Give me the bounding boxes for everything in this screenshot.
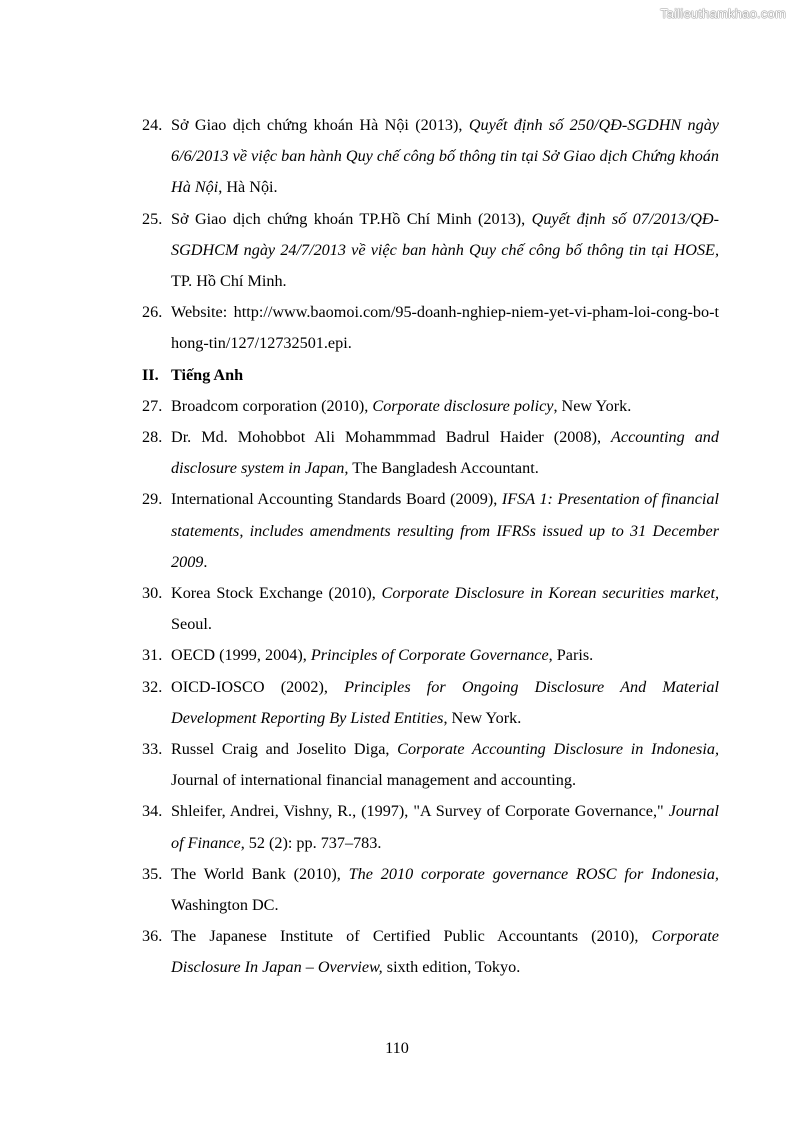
reference-number: 24. bbox=[142, 116, 163, 134]
reference-text: Website: http://www.baomoi.com/95-doanh-nghiep-niem-yet-vi-pham-loi-cong-bo-thong-tin/127/12732501.epi. bbox=[171, 303, 719, 353]
reference-text: The World Bank (2010), The 2010 corporate governance ROSC for Indonesia, Washington DC. bbox=[171, 864, 719, 915]
reference-entry bbox=[142, 422, 719, 484]
reference-text: Sở Giao dịch chứng khoán Hà Nội (2013), Quyết định số 250/QĐ-SGDHN ngày 6/6/2013 về việc ban hành Quy chế công bố thông tin tại Sở Giao dịch Chứng khoán Hà Nội, Hà Nội. bbox=[171, 116, 719, 197]
reference-text: Russel Craig and Joselito Diga, Corporate Accounting Disclosure in Indonesia, Journal of international financial management and accounting. bbox=[171, 740, 719, 790]
reference-entry bbox=[142, 672, 719, 734]
reference-number: 26. bbox=[142, 303, 163, 322]
reference-number: 25. bbox=[142, 209, 163, 228]
reference-text: Dr. Md. Mohobbot Ali Mohammmad Badrul Haider (2008), Accounting and disclosure system in Japan, The Bangladesh Accountant. bbox=[171, 428, 719, 478]
reference-number: 31. bbox=[142, 646, 163, 665]
reference-text: The Japanese Institute of Certified Public Accountants (2010), Corporate Disclosure In Japan – Overview, sixth edition, Tokyo. bbox=[171, 927, 719, 977]
reference-entry bbox=[142, 391, 719, 422]
reference-text: Korea Stock Exchange (2010), Corporate Disclosure in Korean securities market, Seoul. bbox=[171, 584, 719, 634]
reference-number: 27. bbox=[142, 396, 163, 415]
reference-number: 35. bbox=[142, 864, 163, 883]
reference-number: 36. bbox=[142, 927, 163, 946]
reference-number: 33. bbox=[142, 740, 163, 759]
reference-entry bbox=[142, 297, 719, 359]
reference-number: 32. bbox=[142, 677, 163, 696]
section-title: Tiếng Anh bbox=[171, 365, 244, 384]
reference-text: Sở Giao dịch chứng khoán TP.Hồ Chí Minh (2013), Quyết định số 07/2013/QĐ-SGDHCM ngày 24/7/2013 về việc ban hành Quy chế công bố thông tin tại HOSE, TP. Hồ Chí Minh. bbox=[171, 209, 719, 291]
reference-number: 28. bbox=[142, 428, 163, 447]
reference-number: 34. bbox=[142, 802, 163, 821]
reference-text: OICD-IOSCO (2002), Principles for Ongoing Disclosure And Material Development Reporting By Listed Entities, New York. bbox=[171, 677, 719, 727]
reference-entry bbox=[142, 796, 719, 858]
reference-entry bbox=[142, 921, 719, 983]
reference-entry bbox=[142, 734, 719, 796]
page-number: 110 bbox=[385, 1039, 409, 1057]
section-number: II. bbox=[142, 365, 159, 384]
watermark: Tailieuthamkhao.com bbox=[660, 6, 786, 21]
reference-entry bbox=[142, 578, 719, 640]
reference-text: Shleifer, Andrei, Vishny, R., (1997), "A Survey of Corporate Governance," Journal of Finance, 52 (2): pp. 737–783. bbox=[171, 802, 719, 852]
reference-entry bbox=[142, 640, 719, 671]
reference-text: Broadcom corporation (2010), Corporate disclosure policy, New York. bbox=[171, 396, 632, 415]
reference-text: OECD (1999, 2004), Principles of Corporate Governance, Paris. bbox=[171, 646, 594, 665]
reference-number: 29. bbox=[142, 490, 163, 509]
reference-list bbox=[142, 110, 719, 984]
reference-number: 30. bbox=[142, 584, 163, 603]
reference-text: International Accounting Standards Board (2009), IFSA 1: Presentation of financial statements, includes amendments resulting from IFRSs issued up to 31 December 2009. bbox=[171, 490, 719, 571]
reference-entry bbox=[142, 110, 719, 204]
reference-entry bbox=[142, 204, 719, 298]
reference-entry bbox=[142, 484, 719, 578]
section-heading bbox=[142, 360, 719, 391]
reference-entry bbox=[142, 859, 719, 921]
